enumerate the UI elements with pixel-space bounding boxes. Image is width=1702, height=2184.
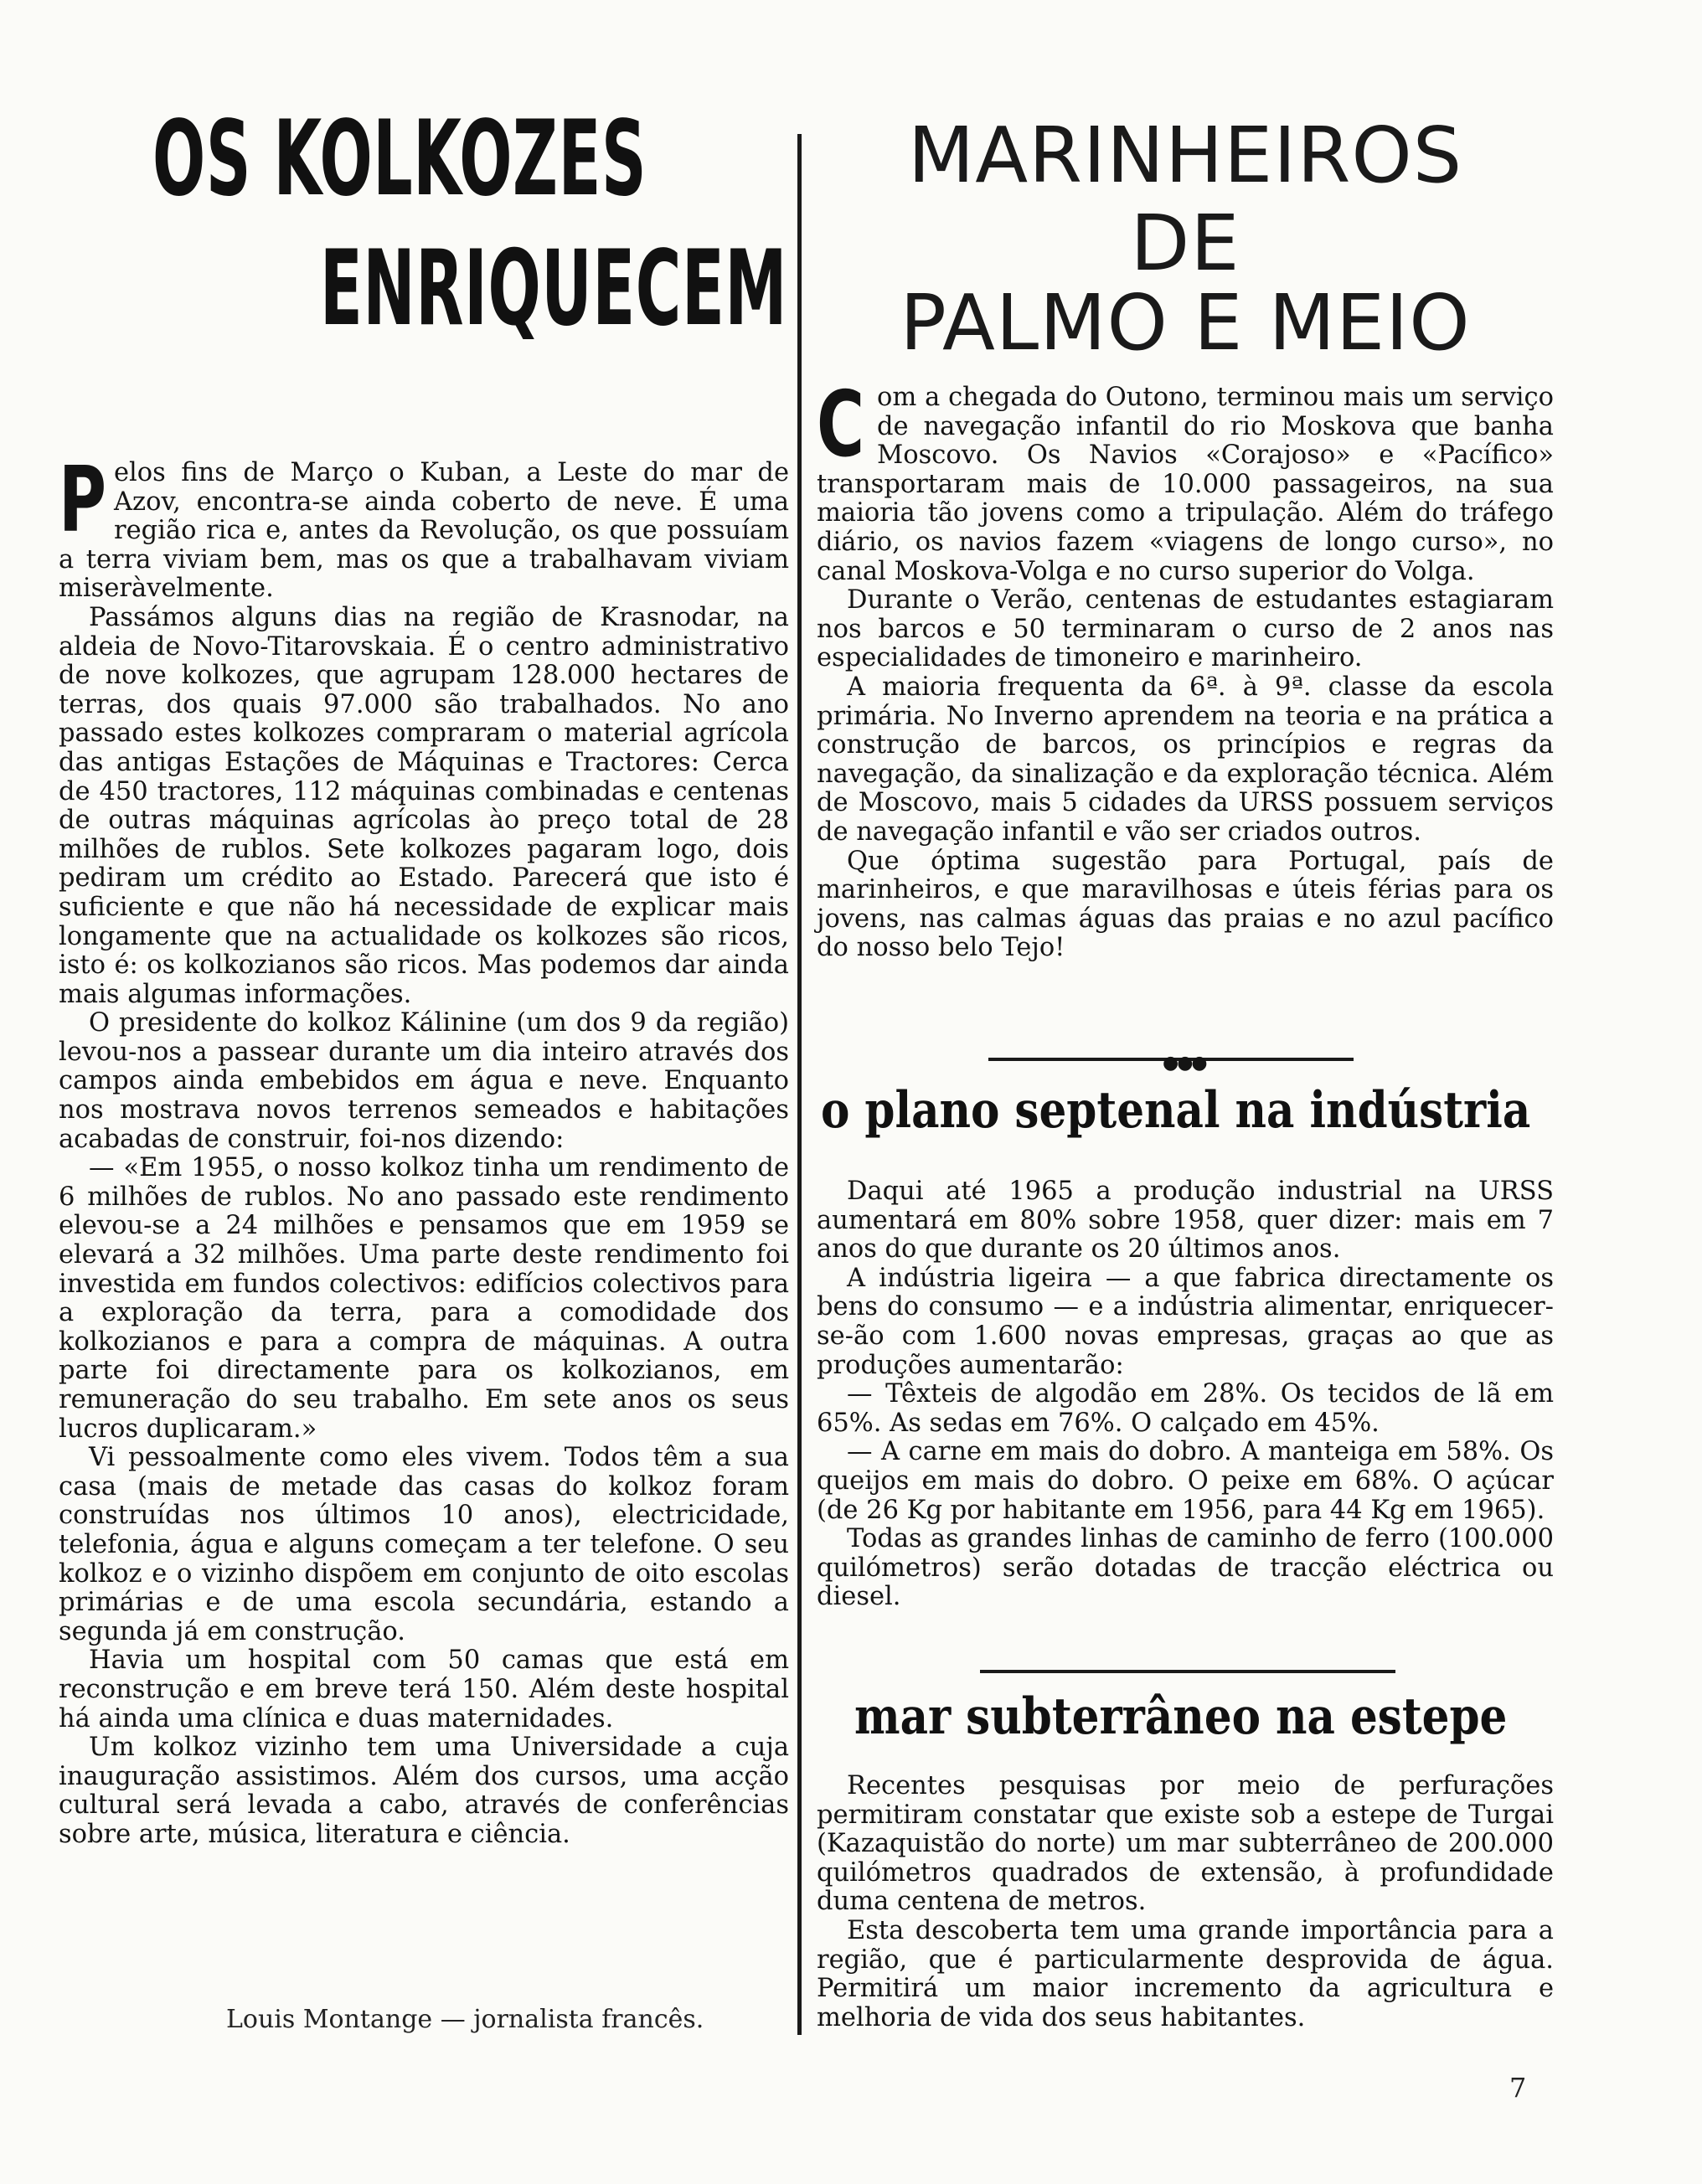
mar-paragraph-2: Esta descoberta tem uma grande importância para a região, que é particularmente desprovida de água. Permitirá um maior incremento da agricultura e melhoria de vida dos seus habitantes. bbox=[817, 1915, 1554, 2032]
left-paragraph-4: — «Em 1955, o nosso kolkoz tinha um rendimento de 6 milhões de rublos. No ano passado este rendimento elevou-se a 24 milhões e pensamos que em 1959 se elevará a 32 milhões. Uma parte deste rendimento foi investida em fundos colectivos: edifícios colectivos para a exploração da terra, para a comodidade dos kolkozianos e para a compra de máquinas. A outra parte foi directamente para os kolkozianos, em remuneração do seu trabalho. Em sete anos os seus lucros duplicaram.» bbox=[59, 1153, 789, 1444]
right-article-body bbox=[817, 373, 1554, 963]
mar-paragraph-1: Recentes pesquisas por meio de perfurações permitiram constatar que existe sob a estepe de Turgai (Kazaquistão do norte) um mar subterrâneo de 200.000 quilómetros quadrados de extensão, à profundidade duma centena de metros. bbox=[817, 1771, 1554, 1917]
section-rule-2 bbox=[980, 1670, 1395, 1673]
right-paragraph-3: A maioria frequenta da 6ª. à 9ª. classe da escola primária. No Inverno aprendem na teoria e na prática a construção de barcos, os princípios e regras da navegação, da sinalização e da exploração técnica. Além de Moscovo, mais 5 cidades da URSS possuem serviços de navegação infantil e vão ser criados outros. bbox=[817, 672, 1554, 847]
left-title-line1: OS KOLKOZES bbox=[152, 99, 647, 219]
left-paragraph-5: Vi pessoalmente como eles vivem. Todos têm a sua casa (mais de metade das casas do kolkoz foram construídas nos últimos 10 anos), electricidade, telefonia, água e alguns começam a ter telefone. O seu kolkoz e o vizinho dispõem em conjunto de oito escolas primárias e de uma escola secundária, estando a segunda já em construção. bbox=[59, 1443, 789, 1646]
right-paragraph-2: Durante o Verão, centenas de estudantes estagiaram nos barcos e 50 terminaram o curso de 2 anos nas especialidades de timoneiro e marinheiro. bbox=[817, 585, 1554, 673]
left-dropcap: P bbox=[59, 448, 106, 553]
left-paragraph-1 bbox=[59, 448, 789, 604]
left-signature: Louis Montange — jornalista francês. bbox=[226, 2005, 704, 2034]
left-paragraph-1-text: elos fins de Março o Kuban, a Leste do mar de Azov, encontra-se ainda coberto de neve. É uma região rica e, antes da Revolução, os que possuíam a terra viviam bem, mas os que a trabalhavam viviam miseràvelmente. bbox=[59, 458, 789, 604]
plano-article-body bbox=[817, 1177, 1554, 1612]
plano-title: o plano septenal na indústria bbox=[821, 1081, 1531, 1140]
page-number: 7 bbox=[1509, 2072, 1527, 2104]
right-title-line2: DE bbox=[1130, 198, 1240, 288]
right-dropcap: C bbox=[817, 373, 865, 477]
plano-paragraph-5: Todas as grandes linhas de caminho de ferro (100.000 quilómetros) serão dotadas de tracção eléctrica ou diesel. bbox=[817, 1524, 1554, 1612]
right-title-line3: PALMO E MEIO bbox=[900, 278, 1471, 368]
left-article-body bbox=[59, 448, 789, 1850]
rule-ornament: ●●● bbox=[1163, 1053, 1206, 1074]
right-paragraph-1 bbox=[817, 373, 1554, 586]
left-paragraph-3: O presidente do kolkoz Kálinine (um dos 9 da região) levou-nos a passear durante um dia inteiro através dos campos ainda embebidos em água e neve. Enquanto nos mostrava novos terrenos semeados e habitações acabadas de construir, foi-nos dizendo: bbox=[59, 1008, 789, 1154]
mar-title: mar subterrâneo na estepe bbox=[854, 1687, 1508, 1746]
left-paragraph-2: Passámos alguns dias na região de Krasnodar, na aldeia de Novo-Titarovskaia. É o centro administrativo de nove kolkozes, que agrupam 128.000 hectares de terras, dos quais 97.000 são trabalhados. No ano passado estes kolkozes compraram o material agrícola das antigas Estações de Máquinas e Tractores: Cerca de 450 tractores, 112 máquinas combinadas e centenas de outras máquinas agrícolas ào preço total de 28 milhões de rublos. Sete kolkozes pagaram logo, dois pediram um crédito ao Estado. Parecerá que isto é suficiente e que não há necessidade de explicar mais longamente que na actualidade os kolkozes são ricos, isto é: os kolkozianos são ricos. Mas podemos dar ainda mais algumas informações. bbox=[59, 602, 789, 1009]
plano-paragraph-1: Daqui até 1965 a produção industrial na URSS aumentará em 80% sobre 1958, quer dizer: mais em 7 anos do que durante os 20 últimos anos. bbox=[817, 1177, 1554, 1265]
column-divider bbox=[797, 134, 802, 2035]
mar-article-body bbox=[817, 1772, 1554, 2032]
plano-paragraph-2: A indústria ligeira — a que fabrica directamente os bens do consumo — e a indústria alimentar, enriquecer-se-ão com 1.600 novas empresas, graças ao que as produções aumentarão: bbox=[817, 1263, 1554, 1380]
left-paragraph-6: Havia um hospital com 50 camas que está em reconstrução e em breve terá 150. Além deste hospital há ainda uma clínica e duas maternidades. bbox=[59, 1646, 789, 1733]
right-paragraph-4: Que óptima sugestão para Portugal, país de marinheiros, e que maravilhosas e úteis férias para os jovens, nas calmas águas das praias e no azul pacífico do nosso belo Tejo! bbox=[817, 846, 1554, 963]
right-paragraph-1-text: om a chegada do Outono, terminou mais um serviço de navegação infantil do rio Moskova que banha Moscovo. Os Navios «Corajoso» e «Pacífico» transportaram mais de 10.000 passageiros, na sua maioria tão jovens como a tripulação. Além do tráfego diário, os navios fazem «viagens de longo curso», no canal Moskova-Volga e no curso superior do Volga. bbox=[817, 383, 1554, 586]
plano-paragraph-3: — Têxteis de algodão em 28%. Os tecidos de lã em 65%. As sedas em 76%. O calçado em 45%. bbox=[817, 1379, 1554, 1438]
right-title-line1: MARINHEIROS bbox=[907, 111, 1463, 200]
left-title-line2: ENRIQUECEM bbox=[320, 229, 788, 349]
left-paragraph-7: Um kolkoz vizinho tem uma Universidade a cuja inauguração assistimos. Além dos cursos, uma acção cultural será levada a cabo, através de conferências sobre arte, música, literatura e ciência. bbox=[59, 1733, 789, 1849]
plano-paragraph-4: — A carne em mais do dobro. A manteiga em 58%. Os queijos em mais do dobro. O peixe em 68%. O açúcar (de 26 Kg por habitante em 1956, para 44 Kg em 1965). bbox=[817, 1437, 1554, 1525]
